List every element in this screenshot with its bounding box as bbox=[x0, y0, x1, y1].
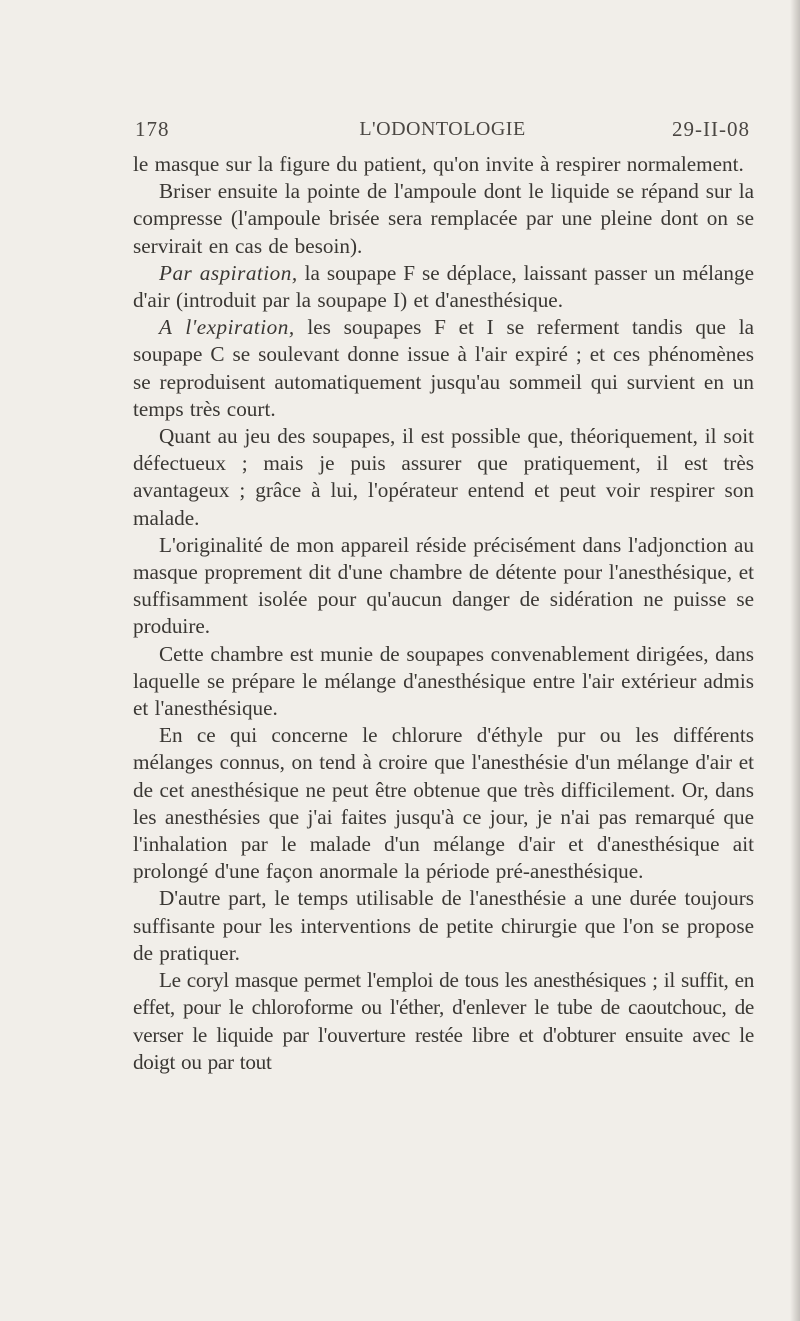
italic-lead: Par aspiration, bbox=[159, 260, 298, 285]
paragraph: Le coryl masque permet l'emploi de tous les anesthésiques ; il suffit, en effet, pour le chloroforme ou l'éther, d'enlever le tube de caoutchouc, de verser le liquide par l'ouverture restée libre et d'obturer ensuite avec le doigt ou par tout bbox=[133, 968, 754, 1074]
paragraph: D'autre part, le temps utilisable de l'anesthésie a une durée toujours suffisante pour les interventions de petite chirurgie que l'on se propose de pratiquer. bbox=[133, 886, 754, 965]
paragraph: le masque sur la figure du patient, qu'on invite à respirer normalement. bbox=[133, 152, 744, 176]
paragraph: Quant au jeu des soupapes, il est possible que, théoriquement, il soit défectueux ; mais je puis assurer que pratiquement, il est très avantageux ; grâce à lui, l'opérateur entend et peut voir respirer son malade. bbox=[133, 424, 754, 530]
paragraph: A l'expiration, les soupapes F et I se referment tandis que la soupape C se soulevant donne issue à l'air expiré ; et ces phénomènes se reproduisent automatiquement jusqu'au sommeil qui survient en un temps très court. bbox=[133, 315, 754, 421]
issue-date: 29-II-08 bbox=[672, 117, 750, 141]
paragraph: Par aspiration, la soupape F se déplace, laissant passer un mélange d'air (introduit par la soupape I) et d'anesthésique. bbox=[133, 260, 754, 313]
page-edge-shadow bbox=[790, 0, 800, 1321]
body-text bbox=[133, 151, 754, 1076]
paragraph: Cette chambre est munie de soupapes convenablement dirigées, dans laquelle se prépare le mélange d'anesthésique entre l'air extérieur admis et l'anesthésique. bbox=[133, 641, 754, 721]
paragraph: En ce qui concerne le chlorure d'éthyle pur ou les différents mélanges connus, on tend à croire que l'anesthésie d'un mélange d'air et de cet anesthésique ne peut être obtenue que très difficilement. Or, dans les anesthésies que j'ai faites jusqu'à ce jour, je n'ai pas remarqué que l'inhalation par le malade d'un mélange d'air et d'anesthésique ait prolongé d'une façon anormale la période pré-anesthésique. bbox=[133, 723, 754, 884]
journal-title: L'ODONTOLOGIE bbox=[359, 118, 526, 140]
paragraph: L'originalité de mon appareil réside précisément dans l'adjonction au masque proprement dit d'une chambre de détente pour l'anesthésique, et suffisamment isolée pour qu'aucun danger de sidération ne puisse se produire. bbox=[133, 532, 754, 639]
paragraph: Briser ensuite la pointe de l'ampoule dont le liquide se répand sur la compresse (l'ampoule brisée sera remplacée par une pleine dont on se servirait en cas de besoin). bbox=[133, 179, 754, 258]
page-number: 178 bbox=[135, 117, 170, 141]
running-head bbox=[135, 117, 750, 147]
italic-lead: A l'expiration, bbox=[159, 315, 295, 340]
